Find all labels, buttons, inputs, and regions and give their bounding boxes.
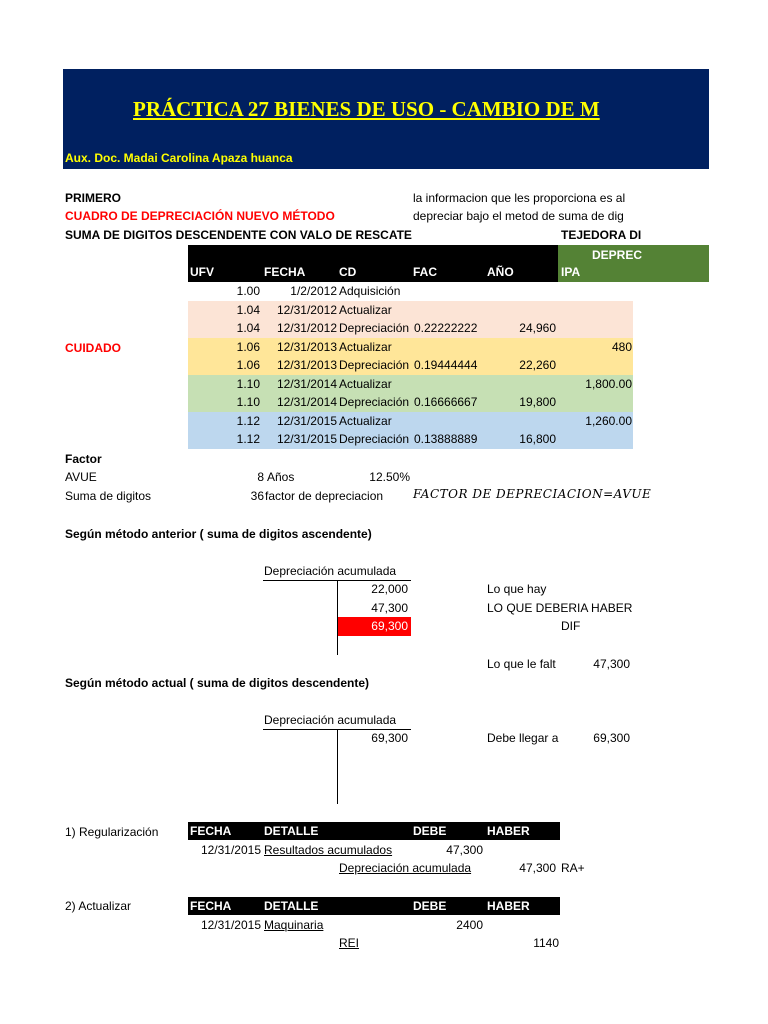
anterior-value-1: 22,000	[371, 582, 408, 596]
table-header	[188, 245, 558, 282]
cell-fecha: 12/31/2015	[276, 414, 337, 428]
tejedora-label: TEJEDORA DI	[561, 228, 642, 242]
act-col-fecha: FECHA	[190, 899, 232, 913]
cell-fac: 0.16666667	[414, 395, 478, 409]
regularizacion-label: 1) Regularización	[65, 825, 159, 839]
suma-heading: SUMA DE DIGITOS DESCENDENTE CON VALO DE RESCATE	[65, 228, 412, 242]
cell-ufv: 1.12	[236, 432, 260, 446]
t-account-divider-2	[337, 729, 338, 804]
col-anio: AÑO	[487, 265, 514, 279]
anterior-heading: Según método anterior ( suma de digitos ascendente)	[65, 527, 372, 541]
cell-anio: 19,800	[519, 395, 556, 409]
primero-label: PRIMERO	[65, 191, 122, 205]
col-ipa: IPA	[561, 265, 581, 279]
act-col-haber: HABER	[487, 899, 530, 913]
falta-value: 47,300	[593, 657, 630, 671]
author-line: Aux. Doc. Madai Carolina Apaza huanca	[65, 151, 293, 165]
cell-fecha: 12/31/2013	[276, 340, 337, 354]
cell-ufv: 1.10	[236, 377, 260, 391]
reg-col-debe: DEBE	[413, 824, 447, 838]
cell-fecha: 1/2/2012	[290, 284, 337, 298]
cell-fecha: 12/31/2012	[276, 321, 337, 335]
act-col-debe: DEBE	[413, 899, 447, 913]
deprec-label: DEPREC	[592, 248, 643, 262]
dif-label: DIF	[561, 619, 581, 633]
act-line-1: Maquinaria	[264, 918, 324, 932]
reg-note: RA+	[561, 861, 585, 875]
cell-anio: 22,260	[519, 358, 556, 372]
reg-haber: 47,300	[519, 861, 556, 875]
reg-debe: 47,300	[446, 843, 483, 857]
page-title: PRÁCTICA 27 BIENES DE USO - CAMBIO DE M	[133, 97, 600, 121]
cell-cd: Depreciación	[339, 395, 410, 409]
suma-value: 36	[250, 489, 264, 503]
info-text-1: la informacion que les proporciona es al	[413, 191, 626, 205]
lo-que-hay: Lo que hay	[487, 582, 547, 596]
col-fecha: FECHA	[264, 265, 306, 279]
cell-ufv: 1.00	[236, 284, 260, 298]
reg-line-2: Depreciación acumulada	[339, 861, 472, 875]
factor-label: Factor	[65, 452, 102, 466]
lo-que-deberia: LO QUE DEBERIA HABER	[487, 601, 633, 615]
col-fac: FAC	[413, 265, 437, 279]
avue-pct: 12.50%	[369, 470, 410, 484]
avue-value: 8	[257, 470, 264, 484]
cell-fecha: 12/31/2014	[276, 377, 337, 391]
cell-ufv: 1.10	[236, 395, 260, 409]
cell-cd: Depreciación	[339, 321, 410, 335]
reg-col-haber: HABER	[487, 824, 530, 838]
anterior-value-2: 47,300	[371, 601, 408, 615]
cell-fecha: 12/31/2014	[276, 395, 337, 409]
suma-label: Suma de digitos	[65, 489, 152, 503]
cell-fac: 0.13888889	[414, 432, 478, 446]
cell-anio: 16,800	[519, 432, 556, 446]
act-debe: 2400	[456, 918, 483, 932]
reg-line-1: Resultados acumulados	[264, 843, 393, 857]
reg-date: 12/31/2015	[200, 843, 261, 857]
act-line-2: REI	[339, 936, 360, 950]
cell-cd: Depreciación	[339, 432, 410, 446]
deprec-header	[558, 245, 709, 282]
cell-ipa: 1,800.00	[585, 377, 632, 391]
cell-cd: Actualizar	[339, 377, 392, 391]
anterior-t-title: Depreciación acumulada	[264, 564, 397, 578]
falta-label: Lo que le falt	[487, 657, 556, 671]
debe-llegar-label: Debe llegar a	[487, 731, 559, 745]
cuadro-heading: CUADRO DE DEPRECIACIÓN NUEVO MÉTODO	[65, 209, 335, 223]
cell-cd: Actualizar	[339, 414, 392, 428]
actualizar-label: 2) Actualizar	[65, 899, 132, 913]
cell-cd: Adquisición	[339, 284, 401, 298]
cell-cd: Actualizar	[339, 340, 392, 354]
col-ufv: UFV	[190, 265, 214, 279]
suma-text: factor de depreciacion	[265, 489, 384, 503]
act-haber: 1140	[533, 936, 559, 950]
cell-fecha: 12/31/2015	[276, 432, 337, 446]
cell-ufv: 1.06	[236, 340, 260, 354]
cell-ufv: 1.06	[236, 358, 260, 372]
cuidado-label: CUIDADO	[65, 341, 121, 355]
debe-llegar-value: 69,300	[593, 731, 630, 745]
reg-col-detalle: DETALLE	[264, 824, 319, 838]
cell-fac: 0.22222222	[414, 321, 478, 335]
cell-cd: Depreciación	[339, 358, 410, 372]
avue-label: AVUE	[65, 470, 97, 484]
factor-formula: FACTOR DE DEPRECIACION=AVUE	[413, 487, 652, 501]
actual-t-title: Depreciación acumulada	[264, 713, 397, 727]
act-col-detalle: DETALLE	[264, 899, 319, 913]
cell-ufv: 1.04	[236, 303, 260, 317]
cell-ipa: 1,260.00	[585, 414, 632, 428]
cell-ipa: 480	[611, 340, 632, 354]
reg-col-fecha: FECHA	[190, 824, 232, 838]
act-date: 12/31/2015	[200, 918, 261, 932]
cell-ufv: 1.04	[236, 321, 260, 335]
cell-anio: 24,960	[519, 321, 556, 335]
regularizacion-header	[188, 822, 560, 840]
actual-heading: Según método actual ( suma de digitos descendente)	[65, 676, 370, 690]
cell-ufv: 1.12	[236, 414, 260, 428]
col-cd: CD	[339, 265, 357, 279]
anterior-value-3: 69,300	[371, 619, 408, 633]
actualizar-header	[188, 897, 560, 915]
cell-fac: 0.19444444	[414, 358, 478, 372]
actual-value: 69,300	[371, 731, 408, 745]
info-text-2: depreciar bajo el metod de suma de dig	[413, 209, 624, 223]
cell-cd: Actualizar	[339, 303, 392, 317]
cell-fecha: 12/31/2013	[276, 358, 337, 372]
cell-fecha: 12/31/2012	[276, 303, 337, 317]
avue-unit: Años	[267, 470, 295, 484]
